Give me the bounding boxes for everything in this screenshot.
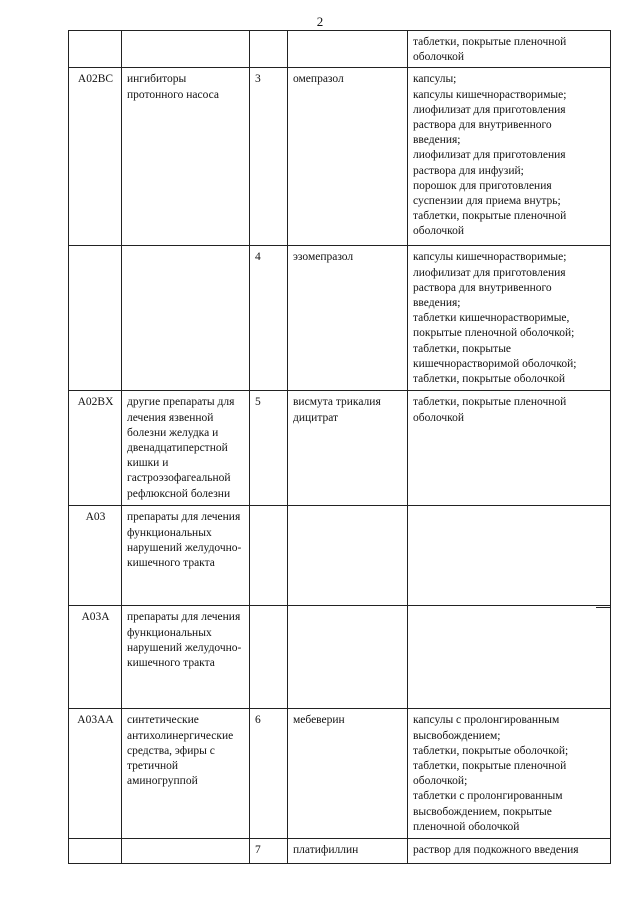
dosage-form-line: оболочкой;	[413, 775, 468, 788]
table-row	[69, 709, 611, 839]
atc-code-cell	[69, 31, 122, 68]
dosage-form-line: капсулы кишечнорастворимые;	[413, 88, 567, 101]
row-number-cell: 6	[250, 709, 288, 839]
row-number-cell	[250, 31, 288, 68]
drug-name-cell	[288, 606, 408, 709]
dosage-forms-cell	[408, 31, 611, 68]
table-row	[69, 839, 611, 864]
atc-code-cell: A02BC	[69, 68, 122, 246]
dosage-form-line: капсулы;	[413, 73, 457, 86]
drug-name-cell	[288, 31, 408, 68]
drug-name-cell: платифиллин	[288, 839, 408, 864]
scan-artifact-line	[596, 607, 610, 608]
dosage-form-line: таблетки, покрытые пленочной	[413, 760, 567, 773]
row-number-cell: 4	[250, 246, 288, 391]
drug-name-cell	[288, 506, 408, 606]
row-number-cell	[250, 606, 288, 709]
row-number-cell	[250, 506, 288, 606]
dosage-form-line: раствора для внутривенного	[413, 119, 552, 132]
dosage-forms-cell	[408, 506, 611, 606]
dosage-form-line: таблетки с пролонгированным	[413, 790, 563, 803]
dosage-form-line: лиофилизат для приготовления	[413, 149, 566, 162]
dosage-form-line: таблетки, покрытые оболочкой	[413, 373, 565, 386]
atc-code-cell: A03	[69, 506, 122, 606]
atc-code-cell: A02BX	[69, 391, 122, 506]
dosage-form-line: капсулы кишечнорастворимые;	[413, 251, 567, 264]
dosage-form-line: раствора для внутривенного	[413, 281, 552, 294]
dosage-form-line: оболочкой	[413, 225, 465, 238]
row-number-cell: 3	[250, 68, 288, 246]
group-name-cell: препараты для лечения функциональных нарушений желудочно-кишечного тракта	[122, 606, 250, 709]
dosage-form-line: капсулы с пролонгированным	[413, 714, 560, 727]
group-name-cell: препараты для лечения функциональных нарушений желудочно-кишечного тракта	[122, 506, 250, 606]
table-row	[69, 31, 611, 68]
dosage-forms-cell	[408, 246, 611, 391]
drug-table	[68, 30, 611, 864]
atc-code-cell	[69, 839, 122, 864]
row-number-cell: 7	[250, 839, 288, 864]
row-number-cell: 5	[250, 391, 288, 506]
dosage-forms-cell	[408, 391, 611, 506]
dosage-form-line: пленочной оболочкой	[413, 820, 520, 833]
dosage-form-line: раствор для подкожного введения	[413, 844, 579, 857]
dosage-form-line: высвобождением;	[413, 729, 501, 742]
table-row	[69, 506, 611, 606]
dosage-forms-cell	[408, 606, 611, 709]
dosage-form-line: оболочкой	[413, 51, 465, 64]
dosage-forms-cell	[408, 68, 611, 246]
table-row	[69, 606, 611, 709]
group-name-cell	[122, 31, 250, 68]
dosage-form-line: покрытые пленочной оболочкой;	[413, 327, 575, 340]
dosage-form-line: высвобождением, покрытые	[413, 805, 552, 818]
table-row	[69, 246, 611, 391]
drug-name-cell: мебеверин	[288, 709, 408, 839]
drug-name-cell: эзомепразол	[288, 246, 408, 391]
dosage-form-line: таблетки, покрытые оболочкой;	[413, 744, 569, 757]
dosage-form-line: таблетки, покрытые пленочной	[413, 36, 567, 48]
dosage-forms-cell	[408, 709, 611, 839]
atc-code-cell	[69, 246, 122, 391]
dosage-form-line: таблетки, покрытые пленочной	[413, 396, 567, 409]
dosage-form-line: суспензии для приема внутрь;	[413, 195, 561, 208]
table-row	[69, 68, 611, 246]
page-number: 2	[316, 14, 324, 29]
dosage-form-line: введения;	[413, 134, 461, 147]
group-name-cell: синтетические антихолинергические средства, эфиры с третичной аминогруппой	[122, 709, 250, 839]
dosage-forms-cell	[408, 839, 611, 864]
group-name-cell: другие препараты для лечения язвенной болезни желудка и двенадцатиперстной кишки и гастроэзофагеальной рефлюксной болезни	[122, 391, 250, 506]
dosage-form-line: порошок для приготовления	[413, 179, 552, 192]
dosage-form-line: раствора для инфузий;	[413, 164, 524, 177]
dosage-form-line: введения;	[413, 297, 461, 310]
group-name-cell	[122, 246, 250, 391]
dosage-form-line: кишечнорастворимой оболочкой;	[413, 357, 577, 370]
drug-name-cell: омепразол	[288, 68, 408, 246]
atc-code-cell: A03AA	[69, 709, 122, 839]
atc-code-cell: A03A	[69, 606, 122, 709]
dosage-form-line: таблетки, покрытые	[413, 342, 512, 355]
dosage-form-line: лиофилизат для приготовления	[413, 266, 566, 279]
group-name-cell	[122, 839, 250, 864]
dosage-form-line: оболочкой	[413, 411, 465, 424]
table-row	[69, 391, 611, 506]
drug-name-cell: висмута трикалия дицитрат	[288, 391, 408, 506]
dosage-form-line: таблетки кишечнорастворимые,	[413, 312, 570, 325]
dosage-form-line: лиофилизат для приготовления	[413, 103, 566, 116]
dosage-form-line: таблетки, покрытые пленочной	[413, 210, 567, 223]
group-name-cell: ингибиторы протонного насоса	[122, 68, 250, 246]
